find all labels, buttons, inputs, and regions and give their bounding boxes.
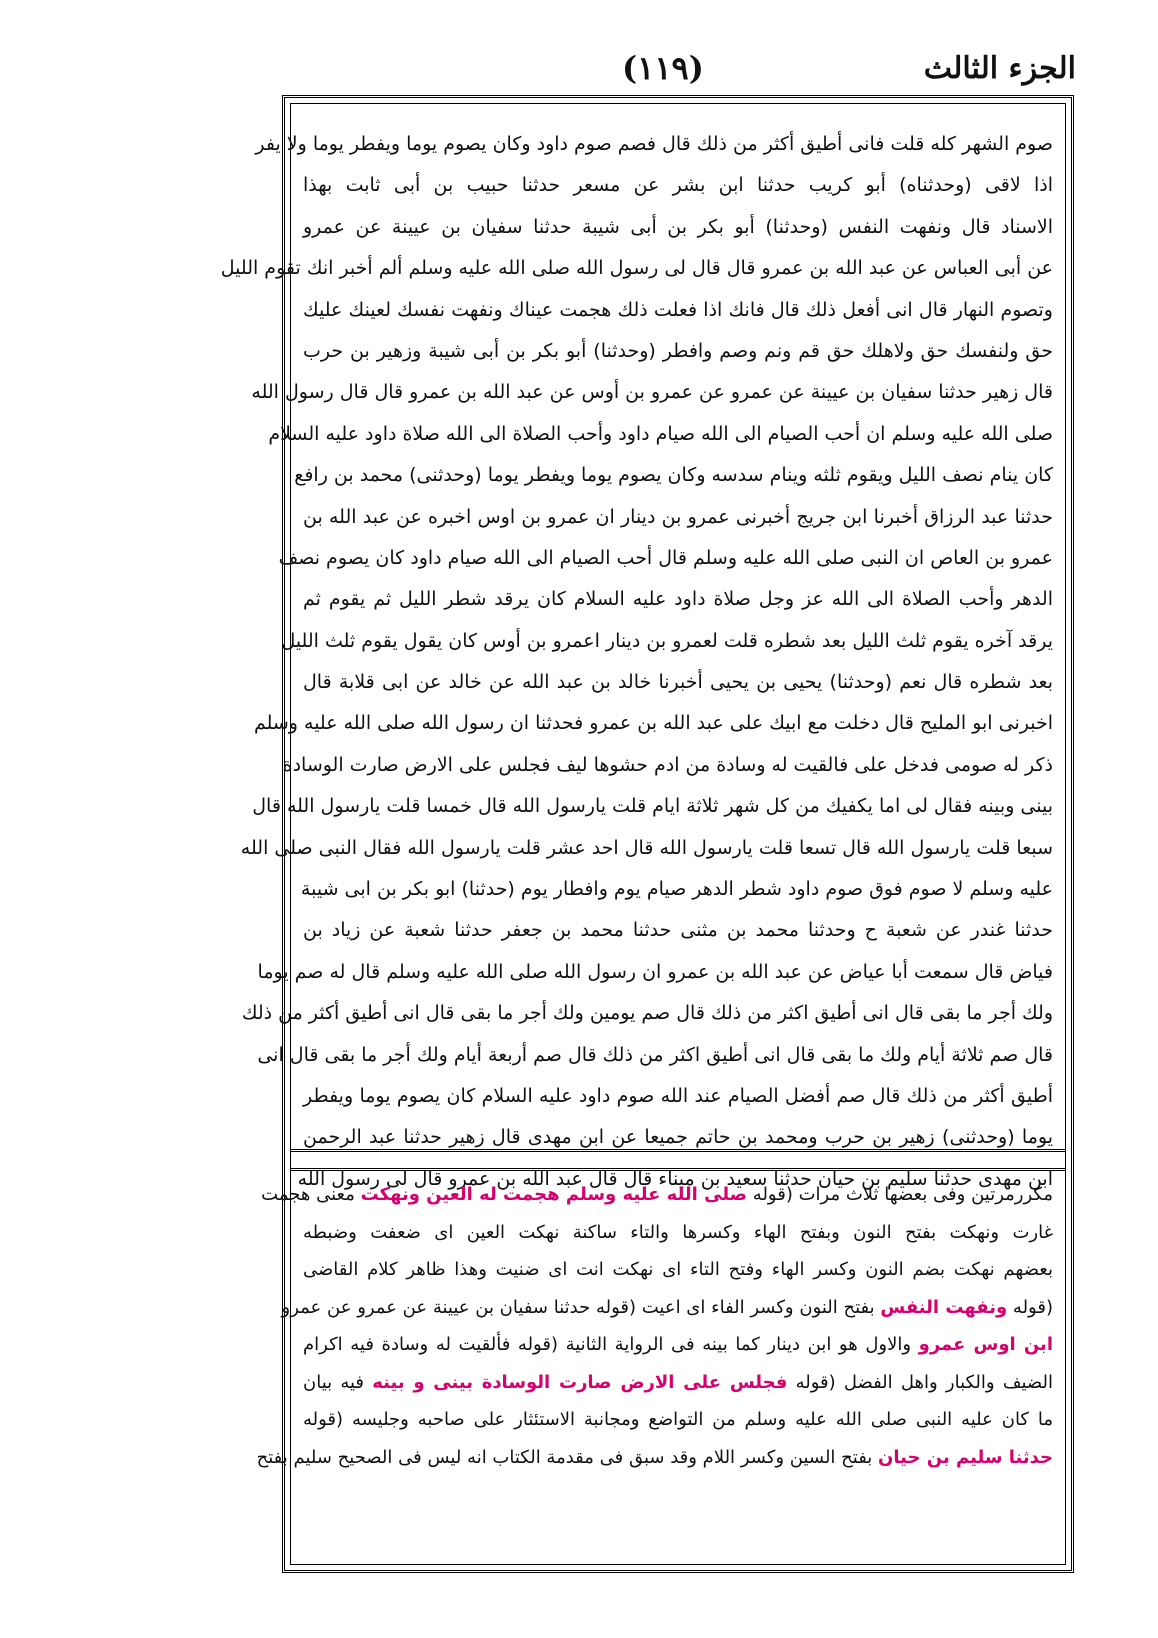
main-text-line: فياض قال سمعت أبا عياض عن عبد الله بن عمرو ان رسول الله صلى الله عليه وسلم قال له صم يوما [257, 960, 1053, 983]
commentary-quoted-phrase: ابن اوس عمرو [918, 1334, 1053, 1355]
commentary-text-segment: معنى هجمت [261, 1184, 361, 1205]
page-frame [220, 95, 1074, 1573]
main-text-line: بعد شطره قال نعم (وحدثنا) يحيى بن يحيى أخبرنا خالد بن عبد الله عن خالد عن ابى قلابة قال [303, 671, 1053, 694]
commentary-quoted-phrase: حدثنا سليم بن حيان [878, 1446, 1053, 1468]
commentary-text-segment: الضيف والكبار واهل الفضل (قوله [787, 1371, 1053, 1393]
commentary-quoted-phrase: ونفهت النفس [880, 1296, 1008, 1318]
commentary-line [303, 1401, 1053, 1439]
main-text-line: حدثنا غندر عن شعبة ح وحدثنا محمد بن مثنى حدثنا محمد بن جعفر حدثنا شعبة عن زياد بن [303, 919, 1053, 942]
main-text-line: الدهر وأحب الصلاة الى الله عز وجل صلاة داود عليه السلام كان يرقد شطر الليل ثم يقوم ثم [303, 588, 1053, 611]
main-text-line: حق ولنفسك حق ولاهلك حق قم ونم وصم وافطر (وحدثنا) أبو بكر بن أبى شيبة وزهير بن حرب [303, 339, 1053, 362]
main-text-line: بينى وبينه فقال لى اما يكفيك من كل شهر ثلاثة ايام قلت يارسول الله قال خمسا قلت يارسول الله قال [252, 795, 1053, 818]
commentary-text-segment: (قوله [1007, 1296, 1053, 1318]
main-text-line: سبعا قلت يارسول الله قال تسعا قلت يارسول الله قال احد عشر قلت يارسول الله فقال النبى صلى الله [240, 836, 1053, 859]
commentary-text [256, 1176, 1053, 1556]
commentary-text-segment: فيه بيان [303, 1371, 373, 1393]
commentary-line [303, 1326, 1053, 1364]
main-text-line: يوما (وحدثنى) زهير بن حرب ومحمد بن حاتم جميعا عن ابن مهدى قال زهير حدثنا عبد الرحمن [303, 1126, 1053, 1149]
commentary-text-segment: مكررمرتين وفى بعضها ثلاث مرات (قوله [747, 1184, 1053, 1205]
commentary-quoted-phrase: فجلس على الارض صارت الوسادة بينى و بينه [372, 1371, 788, 1393]
hadith-main-text [220, 124, 1053, 1232]
main-text-line: اخبرنى ابو المليح قال دخلت مع ابيك على عبد الله بن عمرو فحدثنا ان رسول الله صلى الله عليه وسلم [253, 712, 1053, 735]
main-text-line: ولك أجر ما بقى قال انى أطيق اكثر من ذلك قال صم يومين ولك أجر ما بقى قال انى أطيق أكثر من ذلك [241, 1002, 1053, 1025]
commentary-line [281, 1289, 1053, 1327]
commentary-text-segment: بفتح السين وكسر اللام وقد سبق فى مقدمة الكتاب انه ليس فى الصحيح سليم بفتح [256, 1446, 879, 1468]
main-text-line: صوم الشهر كله قلت فانى أطيق أكثر من ذلك قال فصم صوم داود وكان يصوم يوما ويفطر يوما ولا يفر [255, 133, 1053, 155]
commentary-line [303, 1251, 1053, 1289]
main-text-line: عن أبى العباس عن عبد الله بن عمرو قال قال لى رسول الله صلى الله عليه وسلم ألم أخبر انك تقوم الليل [220, 257, 1053, 280]
volume-part-title: الجزء الثالث [923, 51, 1076, 86]
main-text-line: عمرو بن العاص ان النبى صلى الله عليه وسلم قال أحب الصيام الى الله صيام داود كان يصوم نصف [278, 546, 1053, 569]
main-text-line: صلى الله عليه وسلم ان أحب الصيام الى الله صيام داود وأحب الصلاة الى الله صلاة داود عليه السلام [268, 422, 1053, 445]
main-text-line: الاسناد قال ونفهت النفس (وحدثنا) أبو بكر بن أبى شيبة حدثنا سفيان بن عيينة عن عمرو [303, 215, 1053, 238]
commentary-line [256, 1439, 1053, 1477]
main-text-line: أطيق أكثر من ذلك قال صم أفضل الصيام عند الله صوم داود عليه السلام كان يصوم يوما ويفطر [303, 1084, 1053, 1107]
commentary-text-segment: والاول هو ابن دينار كما بينه فى الرواية الثانية (قوله فألقيت له وسادة فيه اكرام [303, 1334, 919, 1355]
commentary-line [303, 1214, 1053, 1252]
commentary-text-segment: بعضهم نهكت بضم النون وكسر الهاء وفتح التاء اى نهكت انت اى ضنيت وهذا ظاهر كلام القاضى [303, 1259, 1053, 1280]
main-text-line: عليه وسلم لا صوم فوق صوم داود شطر الدهر صيام يوم وافطار يوم (حدثنا) ابو بكر بن ابى شيبة [300, 878, 1053, 901]
page-frame-inner [220, 103, 1066, 1565]
commentary-line [303, 1364, 1053, 1402]
main-text-line: قال زهير حدثنا سفيان بن عيينة عن عمرو عن عمرو بن أوس عن عبد الله بن عمرو قال قال رسول الله [251, 381, 1053, 404]
commentary-line [261, 1176, 1053, 1214]
main-text-line: ابن مهدى حدثنا سليم بن حيان حدثنا سعيد بن ميناء قال قال عبد الله بن عمرو قال لى رسول الله [297, 1167, 1053, 1190]
commentary-text-segment: ما كان عليه النبى صلى الله عليه وسلم من التواضع ومجانبة الاستئثار على صاحبه وجليسه (قوله [303, 1409, 1053, 1430]
main-text-line: قال صم ثلاثة أيام ولك ما بقى قال انى أطيق اكثر من ذلك قال صم أربعة أيام ولك أجر ما بقى قال انى [257, 1043, 1053, 1066]
main-text-line: يرقد آخره يقوم ثلث الليل بعد شطره قلت لعمرو بن دينار اعمرو بن أوس كان يقول يقوم ثلث الليل [281, 629, 1053, 652]
section-separator [291, 1149, 1065, 1171]
commentary-quoted-phrase: صلى الله عليه وسلم هجمت له العين ونهكت [360, 1184, 748, 1205]
main-text-line: اذا لاقى (وحدثناه) أبو كريب حدثنا ابن بشر عن مسعر حدثنا حبيب بن أبى ثابت بهذا [303, 174, 1053, 197]
main-text-line: حدثنا عبد الرزاق أخبرنا ابن جريج أخبرنى عمرو بن دينار ان عمرو بن اوس اخبره عن عبد الله بن [303, 505, 1053, 528]
main-text-line: كان ينام نصف الليل ويقوم ثلثه وينام سدسه وكان يصوم يوما ويفطر يوما (وحدثنى) محمد بن رافع [294, 464, 1053, 487]
page-number: (١١٩) [622, 49, 704, 87]
commentary-text-segment: غارت ونهكت بفتح النون وبفتح الهاء وكسرها والتاء ساكنة نهكت العين اى ضعفت وضبطه [303, 1221, 1053, 1243]
main-text-line: ذكر له صومى فدخل على فالقيت له وسادة من ادم حشوها ليف فجلس على الارض صارت الوسادة [282, 753, 1053, 776]
main-text-line: وتصوم النهار قال انى أفعل ذلك قال فانك اذا فعلت ذلك هجمت عيناك ونفهت نفسك لعينك عليك [303, 298, 1053, 321]
commentary-text-segment: بفتح النون وكسر الفاء اى اعيت (قوله حدثنا سفيان بن عيينة عن عمرو عن عمرو [281, 1296, 881, 1318]
page-header [282, 45, 1082, 95]
